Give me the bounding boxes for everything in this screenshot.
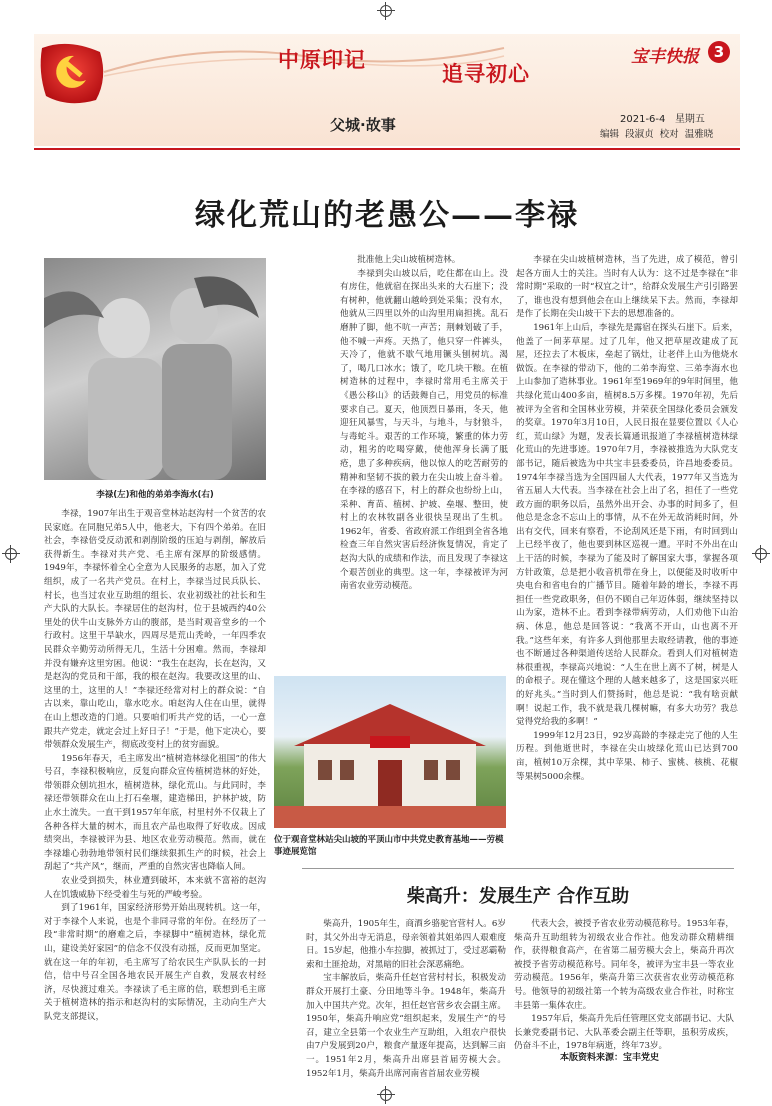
editor-label: 编辑 [600, 129, 620, 140]
section-title-zhongyuan: 中原印记 [278, 48, 366, 72]
column-title: 父城·故事 [330, 116, 396, 134]
paragraph: 到了1961年，国家经济形势开始出现转机。这一年，对于李禄个人来说，也是个非同寻常的年份。在经历了一段“非常时期”的磨难之后，李禄脚中“植树造林，绿化荒山，建设美好家园”的信念不仅没有动摇，反而更加坚定。就在这一年的年初，毛主席写了给农民生产队队长的一封信，信中号召全国各地农民开展生产自救，发展农村经济，尽快渡过难关。李禄读了毛主席的信，联想到毛主席关于植树造林的指示和赵沟村的实际情况，主动向生产大队党支部提议， [44, 903, 266, 1022]
paragraph: 1957年后，柴高升先后任管理区党支部副书记、大队长兼党委副书记、大队革委会副主任等职，虽积劳成疾，仍奋斗不止，1978年病逝，终年73岁。 [514, 1014, 734, 1052]
article2-column2 [514, 918, 734, 1052]
proof-label: 校对 [659, 129, 679, 140]
paragraph: 批准他上尖山坡植树造林。 [357, 255, 461, 265]
paragraph: 农业受到损失，林业遭到破坏，本来就不富裕的赵沟人在饥饿威胁下经受着生与死的严峻考验。 [44, 876, 266, 900]
page-header [34, 34, 740, 146]
registration-mark-right [752, 545, 770, 563]
issue-date: 2021-6-4 [620, 114, 666, 125]
paragraph: 宝丰解放后，柴高升任赵官营村村长，积极发动群众开展打土豪、分田地等斗争。1948年，柴高升加入中国共产党。次年，担任赵官营乡农会副主席。1950年，柴高升响应党“组织起来，发展生产”的号召，建立全县第一个农业生产互助组，入组农户很快由7户发展到20户，粮食产量逐年提高，达到解三亩一。1951年2月，柴高升出席县首届劳模大会。1952年1月，柴高升出席河南省首届农业劳模 [306, 973, 506, 1079]
article2-rule [302, 868, 734, 869]
proofreader-name: 温雅晓 [684, 129, 714, 140]
party-emblem-icon [38, 38, 108, 108]
photo2-caption: 位于观音堂林站尖山坡的平顶山市中共党史教育基地——劳模事迹展览馆 [274, 835, 504, 857]
article1-column2-top [340, 254, 508, 592]
section-title-zhuixun: 追寻初心 [442, 62, 530, 86]
paragraph: 1999年12月23日，92岁高龄的李禄走完了他的人生历程。到他逝世时，李禄在尖山坡绿化荒山已达到700亩，植树10万余棵，其中苹果、柿子、蜜桃、核桃、花椒等果树5000余棵。 [516, 730, 738, 782]
article1-column1 [44, 508, 266, 1092]
paragraph: 李禄到尖山坡以后，吃住都在山上。没有房住，他就宿在探出头来的大石崖下；没有树种，他就翻山越岭到处采集；没有水，他就从三四里以外的山沟里用扁担挑。乱石磨肿了脚，他不吭一声苦；荆棘划破了手，他不喊一声疼。天热了，他只穿一件裤头，天冷了，他就不歇气地用镢头刨树坑。渴了，喝几口冰水；饿了，吃几块干粮。在植树造林的过程中，李禄时常用毛主席关于《愚公移山》的话鼓舞自己，用党员的标准要求自己。夏天，他顶烈日暴雨，冬天，他迎狂风暴雪，与天斗，与地斗，与豺狼斗，与毒蛇斗。艰苦的工作环境，繁重的体力劳动，粗劣的吃喝穿戴，使他浑身长满了胝疮，患了多种疾病，他以惊人的吃苦耐劳的精神和坚韧不拔的毅力在尖山坡上奋斗着。在李禄的感召下，村上的群众也纷纷上山，采种、育苗、植树、护坡、垒堰、整田，使村上的农林牧副各业很快呈现出了生机。1962年，省委、省政府派工作组到全省各地检查三年自然灾害后经济恢复情况，肯定了赵沟大队的成绩和作法，而且发现了李禄这个艰苦创业的典型。这一年，李禄被评为河南省农业劳动模范。 [340, 268, 508, 592]
photo-lilu-brothers [44, 258, 266, 480]
photo-memorial-hall [274, 676, 506, 828]
issue-weekday: 星期五 [674, 114, 705, 125]
paragraph: 李禄，1907年出生于观音堂林站赵沟村一个贫苦的农民家庭。在同胞兄弟5人中，他老大，下有四个弟弟。在旧社会，李禄倍受反动派和剥削阶级的压迫与剥削，解放后获得新生。李禄对共产党、毛主席有深厚的阶级感情。1949年，李禄怀着全心全意为人民服务的志愿，加入了党组织，成了一名共产党员。在村上，李禄当过民兵队长、村长，也当过农业互助组的组长、农业初级社的社长和生产大队的大队长。李禄居住的赵沟村，位于县城西约40公里处的伏牛山支脉外方山的腹部，是当时观音堂乡的一个行政村。这里干旱缺水，四周尽是荒山秃岭，一年四季农民群众辛勤劳动所得无几，生活十分困难。然而，李禄却并没有嫌弃这里穷困。他说：“我生在赵沟，长在赵沟，又是赵沟的党员和干部，我的根在赵沟。我要改这里的山、这里的土，这里的人！”李禄还经常对村上的群众说：“自古以来，靠山吃山，靠水吃水。咱赵沟人住在山里，就得在山上想改造的门道。只要咱们听共产党的话，一心一意跟共产党走，就定会过上好日子！”于是，他下定决心，要带领群众发展生产，彻底改变村上的贫穷面貌。 [44, 509, 266, 751]
registration-mark-top [377, 2, 395, 20]
paragraph: 柴高升，1905年生，商酒乡骆驼官营村人。6岁时，其父外出寺无消息，母亲领着其姐弟四人艰难度日。15岁起，他推小车拉脚，被抓过丁，受过恶霸勒索和土匪抢劫，对黑暗的旧社会深恶痛绝。 [306, 919, 506, 970]
registration-mark-bottom [377, 1086, 395, 1104]
paragraph: 代表大会，被授予省农业劳动模范称号。1953年春，柴高升互助组转为初级农业合作社。他发动群众精耕细作，获得粮食高产，在省第二届劳模大会上，柴高升再次被授予省劳动模范称号。同年冬，被评为宝丰县一等农业劳动模范。1956年，柴高升第三次获省农业劳动模范称号。他领导的初级社第一个转为高级农业合作社，时称宝丰县第一集体农庄。 [514, 919, 734, 1011]
paragraph: 1961年上山后，李禄先是露宿在探头石崖下。后来，他盖了一间茅草屋。过了几年，他又把草屋改建成了瓦屋，还拉去了木板床，垒起了锅灶，让老伴上山为他烧水做饭。在李禄的带动下，他的二弟李海堂、三弟李海水也上山参加了造林事业。1961年至1969年的9年时间里，他共绿化荒山400多亩，植树8.5万多棵。1970年初，先后被评为全省和全国林业劳模，并荣获全国绿化委员会颁发的奖章。1970年3月10日，人民日报在显要位置以《人心红，荒山绿》为题，发表长篇通讯报道了李禄植树造林绿化荒山的先进事迹。1970年7月，李禄被推选为大队党支部书记，随后被选为中共宝丰县委委员，许昌地委委员。1974年李禄当选为全国四届人大代表，1977年又当选为省五届人大代表。当李禄在社会上出了名，担任了一些党政方面的职务以后，虽然外出开会、办事的时间多了，但他总是念念不忘山上的事情，从不在外无故消耗时间，外出有交代，回来有察看，不论刮风还是下雨，有时回到山上已经半夜了，他也要到林区巡视一遭。平时不外出在山上干活的时候，李禄为了能及时了解国家大事，掌握各项方针政策，总是把小收音机带在身上，以便能及时收听中央电台和省电台的广播节目。随着年龄的增长，李禄不再担任一些党政职务，但仍不顾自己年迈体弱，继续坚持以山为家，造林不止。看到李禄带病劳动，人们劝他下山治病、休息，他总是回答说：“我离不开山，山也离不开我。”这些年来，有许多人到他那里去取经请教，他的事迹也不断通过各种渠道传送给人民群众。看到人们对植树造林很重视，李禄高兴地说：“人生在世上离不了树，树是人的命根子。现在懂这个理的人越来越多了，这是国家兴旺的好兆头。”当时到人们赞扬时，他总是说：“我有啥贡献啊！说起工作，我不就是栽几棵树嘛，有多大功劳？我总觉得党给我的多啊！” [516, 322, 738, 728]
article2-column1 [306, 918, 506, 1078]
paragraph: 1956年春天，毛主席发出“植树造林绿化祖国”的伟大号召，李禄积极响应，反复向群众宣传植树造林的好处，带领群众刨坑担水，植树造林，绿化荒山。与此同时，李禄还带领群众在山上打石垒堰，建造梯田，护林护坡，防止水土流失。一直干到1957年年底，村里村外不仅栽上了各种各样大量的树木，而且农产品也取得了好收成。因成绩突出，李禄被评为县、地区农业劳动模范。然而，就在李禄雄心勃勃地带领村民们继续狠抓生产的时候，社会上刮起了“共产风”，继而，严重的自然灾害也降临人间。 [44, 753, 266, 873]
brand-logo: 宝丰快报 [631, 47, 699, 67]
header-rule [34, 148, 740, 150]
page-number-badge: 3 [708, 41, 730, 63]
article-title-lilu: 绿化荒山的老愚公——李禄 [195, 198, 579, 233]
article1-column3 [516, 254, 738, 860]
paragraph: 李禄在尖山坡植树造林，当了先进，成了模范，曾引起各方面人士的关注。当时有人认为：这不过是李禄在“非常时期”采取的一时“权宜之计”，给群众发展生产引引路罢了，谁也没有想到他会在山上继续呆下去。然而，李禄却是作了长期在尖山坡干下去的思想准备的。 [516, 255, 738, 320]
editor-line [600, 126, 713, 140]
editor-name: 段淑贞 [625, 129, 654, 140]
source-note: 本版资料来源：宝丰党史 [560, 1053, 660, 1063]
photo1-caption: 李禄(左)和他的弟弟李海水(右) [96, 490, 214, 500]
article1-column2-bottom [274, 512, 508, 668]
issue-date-line [620, 110, 705, 125]
article-title-chaigaosheng: 柴高升：发展生产 合作互助 [406, 886, 630, 907]
registration-mark-left [2, 545, 20, 563]
